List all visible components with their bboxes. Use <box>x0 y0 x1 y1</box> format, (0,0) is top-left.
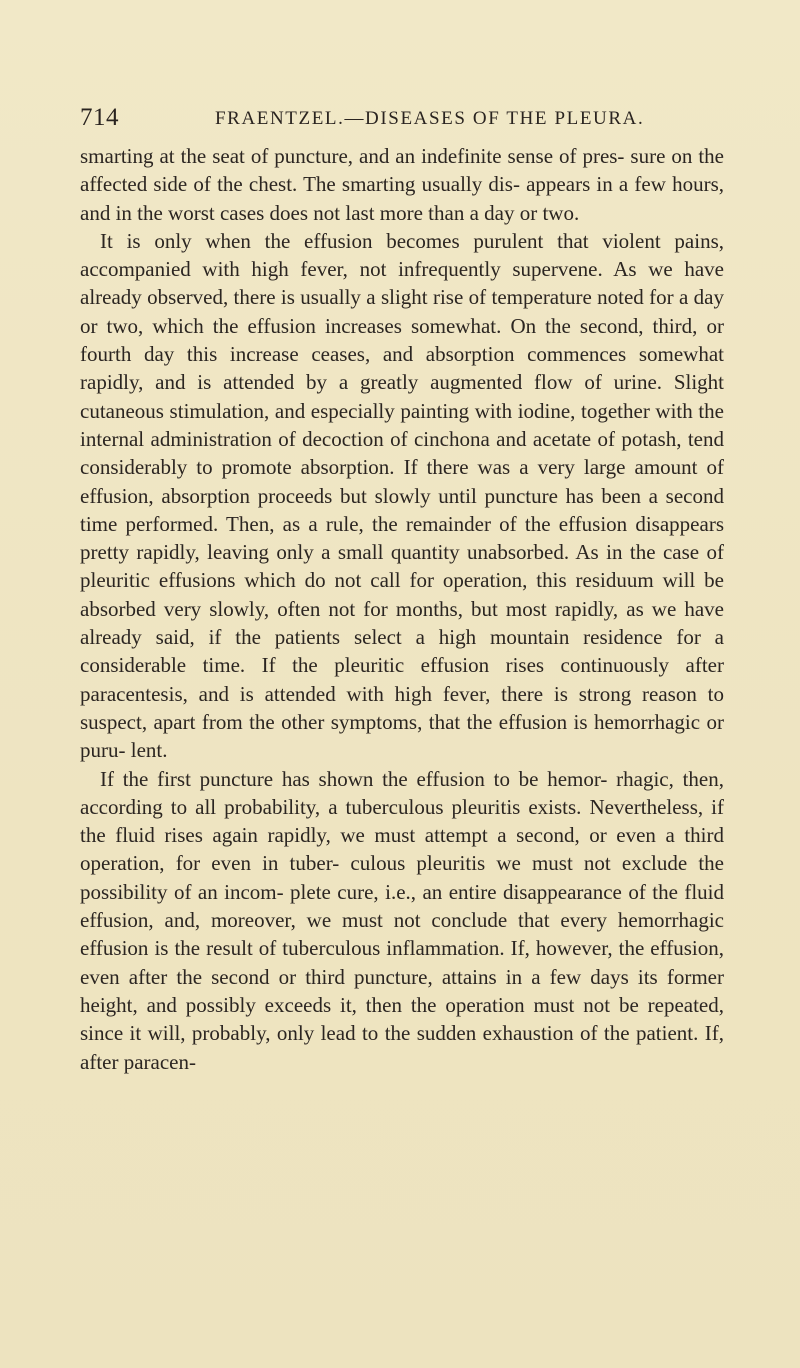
running-head: FRAENTZEL.—DISEASES OF THE PLEURA. <box>215 108 645 129</box>
page-header <box>80 104 720 138</box>
page-number: 714 <box>80 104 119 131</box>
body-text <box>80 142 724 1076</box>
paragraph-purulent-effusion: It is only when the effusion becomes purulent that violent pains, accompanied with high fever, not infrequently supervene. As we have already observed, there is usually a slight rise of temperature noted for a day or two, which the effusion increases somewhat. On the second, third, or fourth day this increase ceases, and absorption commences somewhat rapidly, and is attended by a greatly augmented flow of urine. Slight cutaneous stimulation, and especially painting with iodine, together with the internal administration of decoction of cinchona and acetate of potash, tend considerably to promote absorption. If there was a very large amount of effusion, absorption proceeds but slowly until puncture has been a second time performed. Then, as a rule, the remainder of the effusion disappears pretty rapidly, leaving only a small quantity unabsorbed. As in the case of pleuritic effusions which do not call for operation, this residuum will be absorbed very slowly, often not for months, but most rapidly, as we have already said, if the patients select a high mountain residence for a considerable time. If the pleuritic effusion rises continuously after paracentesis, and is attended with high fever, there is strong reason to suspect, apart from the other symptoms, that the effusion is hemorrhagic or puru- lent. <box>80 228 724 763</box>
paragraph-hemorrhagic-effusion: If the first puncture has shown the effusion to be hemor- rhagic, then, according to all probability, a tuberculous pleuritis exists. Nevertheless, if the fluid rises again rapidly, we must attempt a second, or even a third operation, for even in tuber- culous pleuritis we must not exclude the possibility of an incom- plete cure, i.e., an entire disappearance of the fluid effusion, and, moreover, we must not conclude that every hemorrhagic effusion is the result of tuberculous inflammation. If, however, the effusion, even after the second or third puncture, attains in a few days its former height, and possibly exceeds it, then the operation must not be repeated, since it will, probably, only lead to the sudden exhaustion of the patient. If, after paracen- <box>80 766 724 1074</box>
paragraph-continuation: smarting at the seat of puncture, and an indefinite sense of pres- sure on the affected side of the chest. The smarting usually dis- appears in a few hours, and in the worst cases does not last more than a day or two. <box>80 144 724 225</box>
